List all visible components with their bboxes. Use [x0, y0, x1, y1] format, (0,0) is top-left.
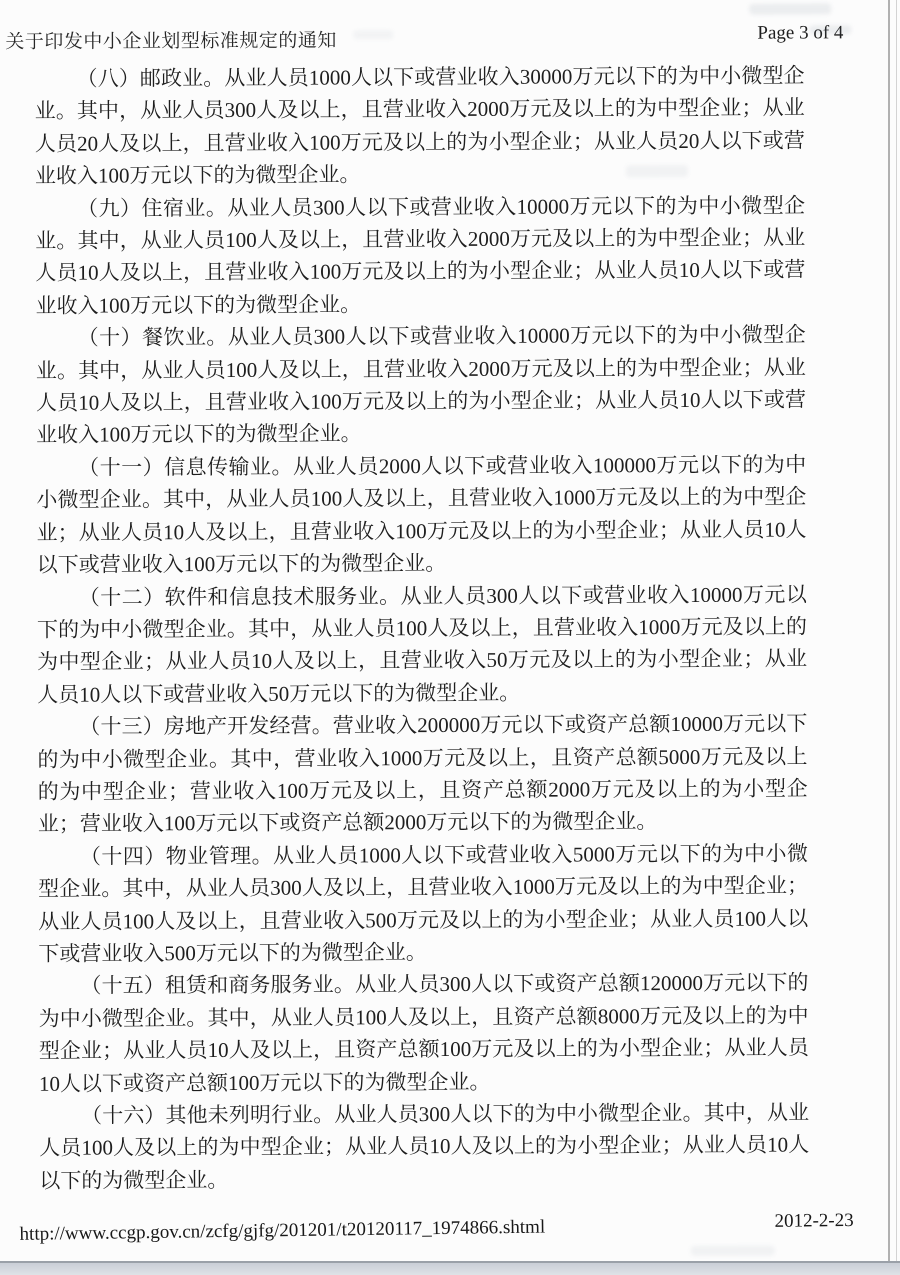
- scan-bleedthrough-artifact: [749, 3, 831, 14]
- paragraph-item-14: （十四）物业管理。从业人员1000人以下或营业收入5000万元以下的为中小微型企业。其中，从业人员300人及以上，且营业收入1000万元及以上的为中型企业；从业人员100人及以上，且营业收入500万元及以上的为小型企业；从业人员100人以下或营业收入500万元以下的为微型企业。: [38, 841, 809, 966]
- paragraph-item-12: （十二）软件和信息技术服务业。从业人员300人以下或营业收入10000万元以下的为中小微型企业。其中，从业人员100人及以上，且营业收入1000万元及以上的为中型企业；从业人员10人及以上，且营业收入50万元及以上的为小型企业；从业人员10人以下或营业收入50万元以下的为微型企业。: [36, 581, 808, 707]
- document-header-title: 关于印发中小企业划型标准规定的通知: [5, 30, 337, 53]
- paragraph-item-16: （十六）其他未列明行业。从业人员300人以下的为中小微型企业。其中，从业人员100人及以上的为中型企业；从业人员10人及以上的为小型企业；从业人员10人以下的为微型企业。: [39, 1100, 810, 1193]
- page-number-indicator: Page 3 of 4: [757, 22, 844, 44]
- paragraph-item-10: （十）餐饮业。从业人员300人以下或营业收入10000万元以下的为中小微型企业。其中，从业人员100人及以上，且营业收入2000万元及以上的为中型企业；从业人员10人及以上，且营业收入100万元及以上的为小型企业；从业人员10人以下或营业收入100万元以下的为微型企业。: [35, 322, 807, 448]
- paragraph-item-8: （八）邮政业。从业人员1000人以下或营业收入30000万元以下的为中小微型企业。其中，从业人员300人及以上，且营业收入2000万元及以上的为中型企业；从业人员20人及以上，且营业收入100万元及以上的为小型企业；从业人员20人以下或营业收入100万元以下的为微型企业。: [34, 63, 805, 189]
- scan-bleedthrough-artifact: [809, 25, 851, 34]
- paragraph-item-9: （九）住宿业。从业人员300人以下或营业收入10000万元以下的为中小微型企业。其中，从业人员100人及以上，且营业收入2000万元及以上的为中型企业；从业人员10人及以上，且营业收入100万元及以上的为小型企业；从业人员10人以下或营业收入100万元以下的为微型企业。: [35, 193, 806, 318]
- scan-bleedthrough-artifact: [691, 1246, 775, 1256]
- scan-bleedthrough-artifact: [353, 30, 393, 39]
- scan-edge-right-shadow: [896, 0, 897, 1275]
- scan-bleedthrough-artifact: [626, 165, 688, 177]
- scan-edge-bottom-band: [0, 1263, 900, 1275]
- footer-source-url: http://www.ccgp.gov.cn/zcfg/gjfg/201201/t20120117_1974866.shtml: [19, 1216, 546, 1245]
- paragraph-item-15: （十五）租赁和商务服务业。从业人员300人以下或资产总额120000万元以下的为中小微型企业。其中，从业人员100人及以上，且资产总额8000万元及以上的为中型企业；从业人员10人及以上，且资产总额100万元及以上的为小型企业；从业人员10人以下或资产总额100万元以下的为微型企业。: [38, 970, 809, 1096]
- footer-date: 2012-2-23: [774, 1209, 854, 1232]
- document-body: [34, 59, 809, 1197]
- scan-edge-right-line: [888, 0, 890, 1275]
- paragraph-item-11: （十一）信息传输业。从业人员2000人以下或营业收入100000万元以下的为中小微型企业。其中，从业人员100人及以上，且营业收入1000万元及以上的为中型企业；从业人员10人及以上，且营业收入100万元及以上的为小型企业；从业人员10人以下或营业收入100万元以下的为微型企业。: [36, 452, 807, 577]
- paragraph-item-13: （十三）房地产开发经营。营业收入200000万元以下或资产总额10000万元以下的为中小微型企业。其中，营业收入1000万元及以上，且资产总额5000万元及以上的为中型企业；营业收入100万元及以上，且资产总额2000万元及以上的为小型企业；营业收入100万元以下或资产总额2000万元以下的为微型企业。: [37, 711, 808, 837]
